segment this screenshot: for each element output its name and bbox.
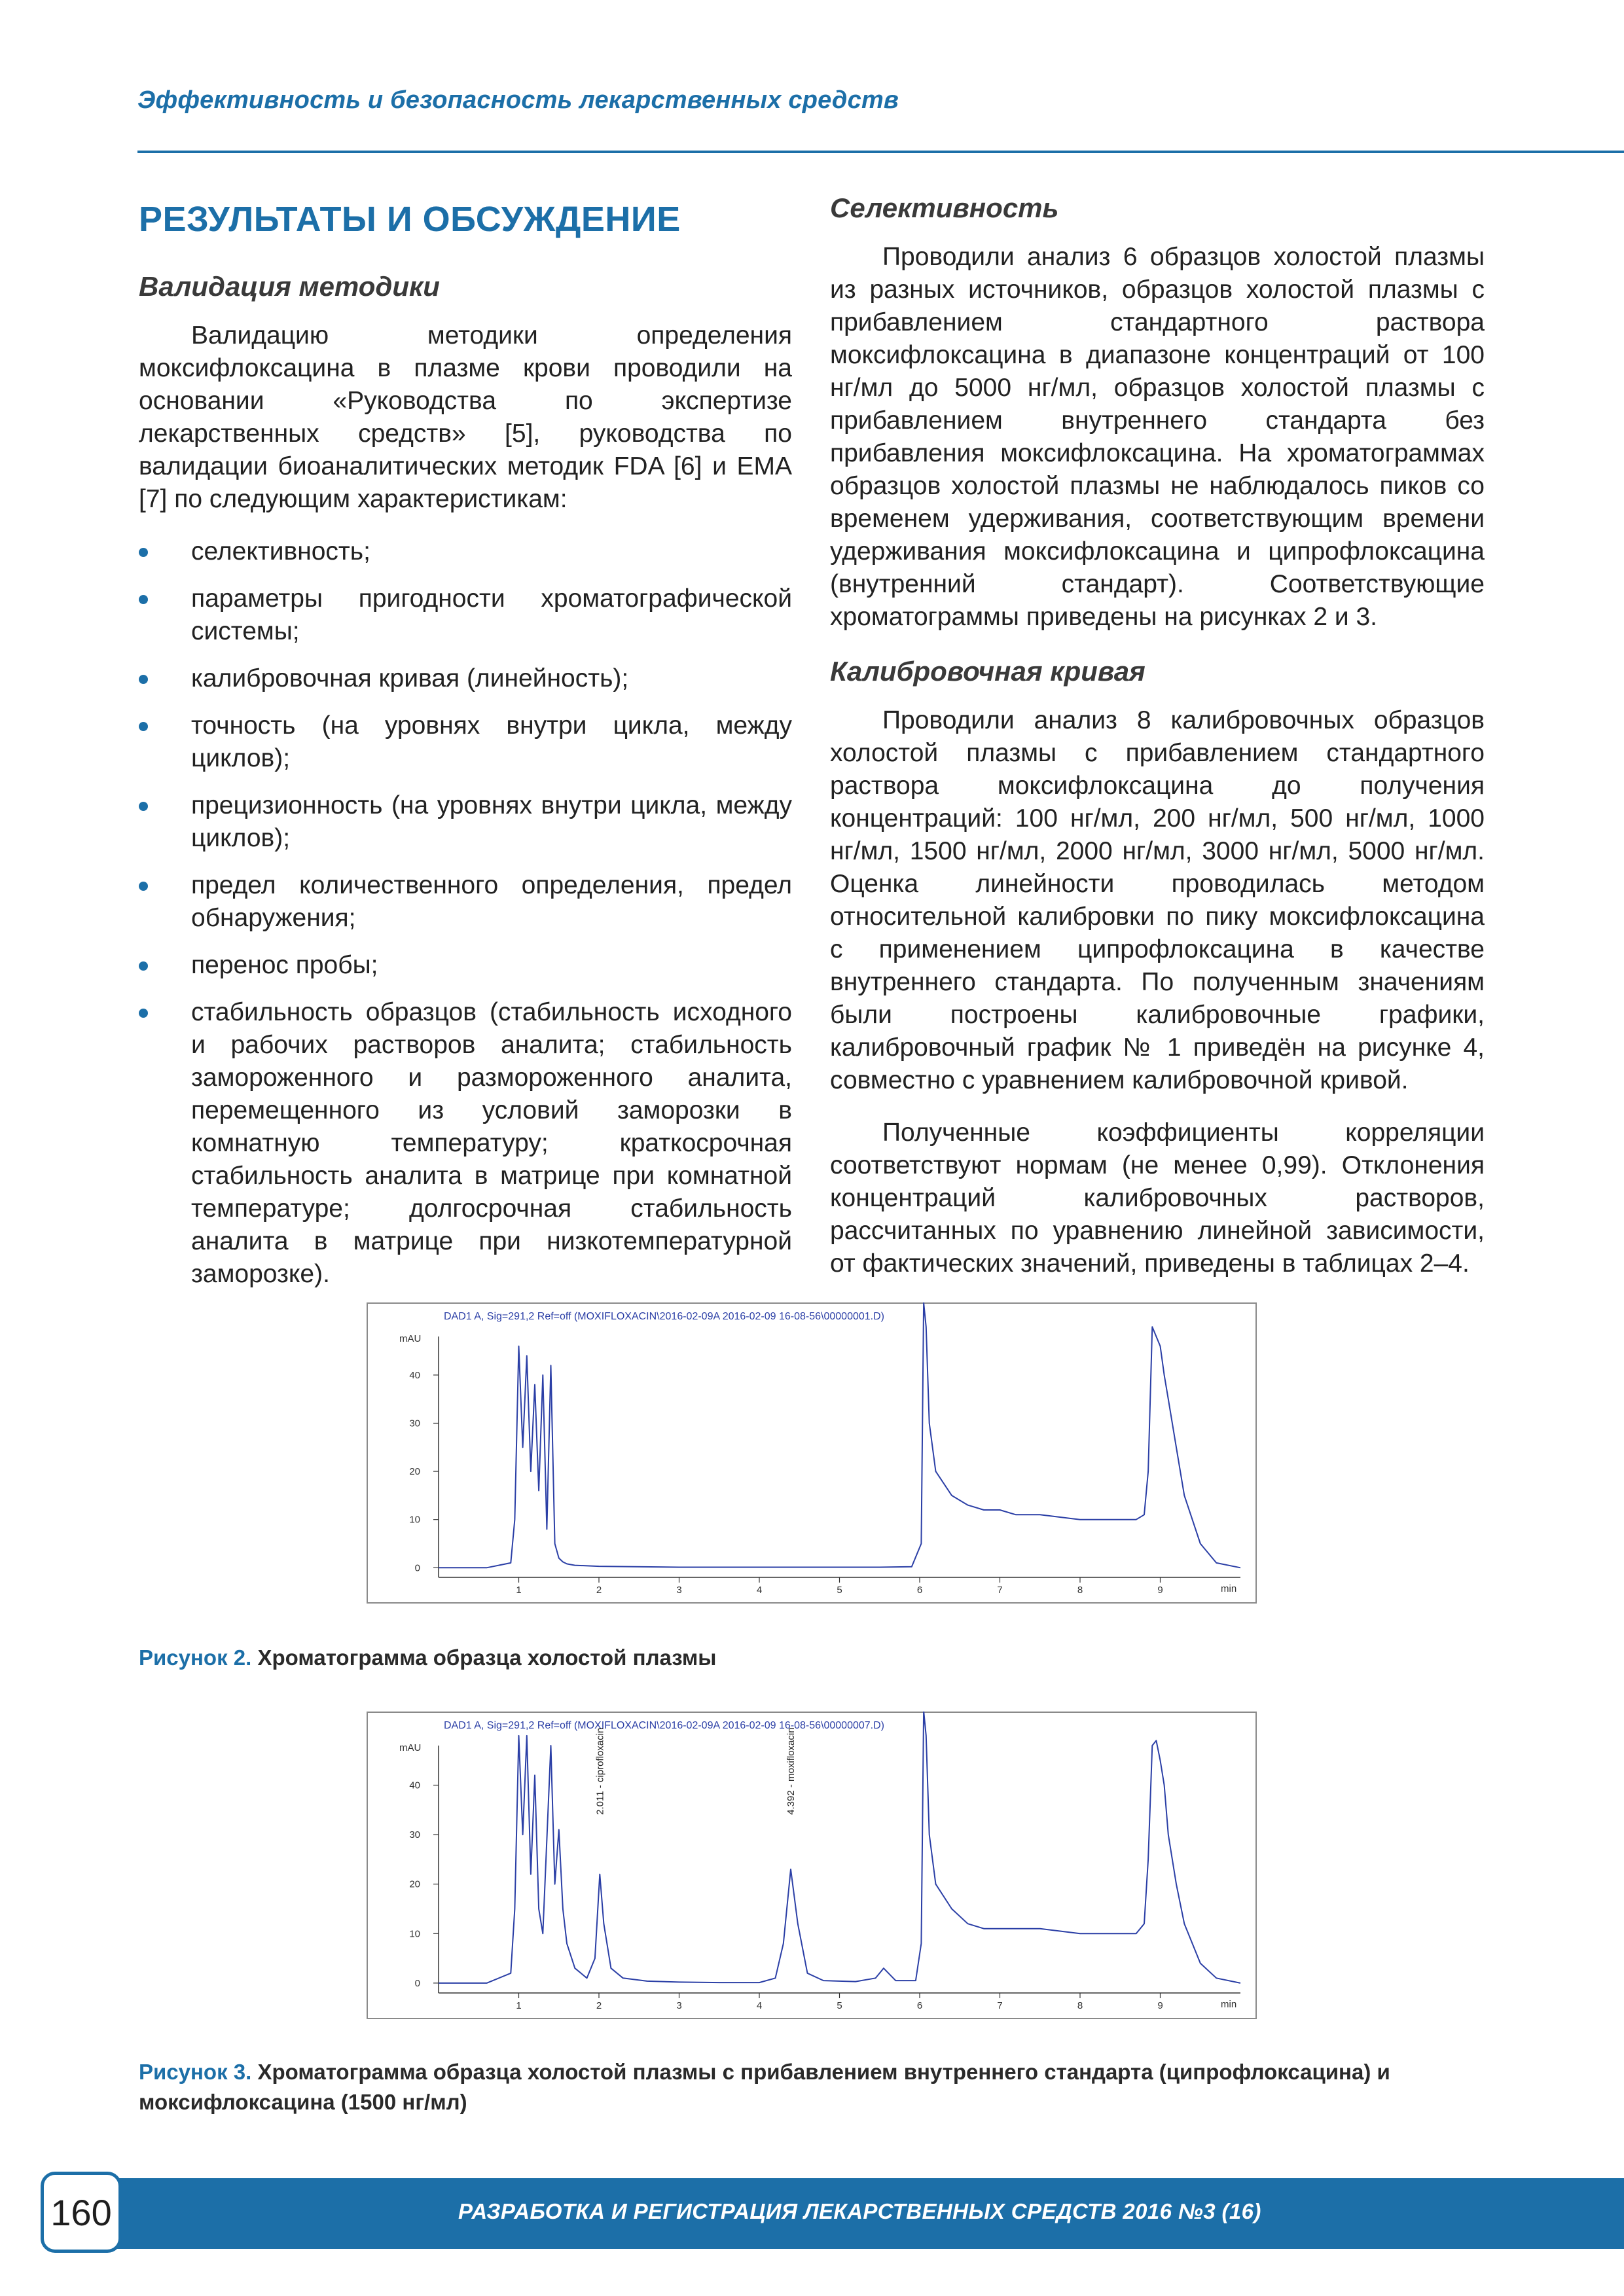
selectivity-paragraph: Проводили анализ 6 образцов холостой плазмы из разных источников, образцов холостой плазмы с прибавлением стандартного раствора моксифлоксацина в диапазоне концентраций от 100 нг/мл до 5000 нг/мл, образцов холостой плазмы с прибавлением внутреннего стандарта без прибавления моксифлоксацина. На хроматограммах образцов холостой плазмы не наблюдалось пиков со временем удерживания, соответствующим времени удерживания моксифлоксацина и ципрофлоксацина (внутренний стандарт). Соответствующие хроматограммы приведены на рисунках 2 и 3. xyxy=(830,243,1485,631)
y-tick-label: 20 xyxy=(409,1878,420,1890)
figure-3-chromatogram xyxy=(367,1712,1257,2019)
subheading-selectivity: Селективность xyxy=(830,192,1059,223)
x-tick-label: 9 xyxy=(1157,1585,1163,1596)
criteria-list xyxy=(139,535,792,1291)
calibration-paragraph-1: Проводили анализ 8 калибровочных образцов холостой плазмы с прибавлением стандартного раствора моксифлоксацина до получения концентраций: 100 нг/мл, 200 нг/мл, 500 нг/мл, 1000 нг/мл, 1500 нг/мл, 2000 нг/мл, 3000 нг/мл, 5000 нг/мл. Оценка линейности проводилась методом относительной калибровки по пику моксифлоксацина с применением ципрофлоксацина в качестве внутреннего стандарта. По полученным значениям были построены калибровочные графики, калибровочный график № 1 приведён на рисунке 4, совместно с уравнением калибровочной кривой. xyxy=(830,706,1485,1094)
list-item-text: точность (на уровнях внутри цикла, между циклов); xyxy=(191,711,792,772)
x-tick-label: 3 xyxy=(676,1585,682,1596)
running-head: Эффективность и безопасность лекарственных средств xyxy=(137,86,899,114)
header-rule xyxy=(137,151,1624,153)
list-item-text: параметры пригодности хроматографической системы; xyxy=(191,584,792,645)
x-tick-label: 8 xyxy=(1077,2000,1083,2011)
x-tick-label: 5 xyxy=(837,2000,842,2011)
y-axis-label: mAU xyxy=(399,1333,422,1344)
chart-frame xyxy=(367,1303,1256,1603)
list-item-text: перенос пробы; xyxy=(191,951,378,979)
list-item xyxy=(139,662,792,695)
intro-paragraph: Валидацию методики определения моксифлоксацина в плазме крови проводили на основании «Руководства по экспертизе лекарственных средств» [5], руководства по валидации биоаналитических методик FDA [6] и EMA [7] по следующим характеристикам: xyxy=(139,321,792,513)
list-item xyxy=(139,535,792,568)
bullet-icon xyxy=(139,802,148,811)
list-item xyxy=(139,949,792,982)
list-item xyxy=(139,789,792,855)
list-item xyxy=(139,869,792,935)
x-tick-label: 1 xyxy=(516,1585,522,1596)
figure-2-chromatogram xyxy=(367,1302,1257,1604)
x-tick-label: 6 xyxy=(916,1585,923,1596)
bullet-icon xyxy=(139,961,148,971)
section-title: РЕЗУЛЬТАТЫ И ОБСУЖДЕНИЕ xyxy=(139,200,681,239)
figure-3-label: Рисунок 3. xyxy=(139,2060,252,2084)
y-tick-label: 0 xyxy=(414,1562,420,1574)
page-number: 160 xyxy=(41,2172,122,2253)
x-tick-label: 5 xyxy=(837,1585,842,1596)
list-item-text: селективность; xyxy=(191,537,370,565)
y-tick-label: 20 xyxy=(409,1466,420,1478)
y-tick-label: 40 xyxy=(409,1369,420,1381)
chromatogram-chart-spiked xyxy=(367,1712,1257,2019)
x-tick-label: 7 xyxy=(997,2000,1003,2011)
chart-frame xyxy=(367,1712,1256,2018)
x-tick-label: 4 xyxy=(756,1585,763,1596)
bullet-icon xyxy=(139,1009,148,1018)
y-tick-label: 40 xyxy=(409,1780,420,1791)
y-tick-label: 30 xyxy=(409,1418,420,1429)
y-axis-label: mAU xyxy=(399,1742,422,1753)
y-tick-label: 10 xyxy=(409,1928,420,1940)
list-item xyxy=(139,583,792,648)
bullet-icon xyxy=(139,675,148,684)
list-item xyxy=(139,996,792,1291)
x-tick-label: 6 xyxy=(916,2000,923,2011)
y-tick-label: 10 xyxy=(409,1514,420,1526)
x-tick-label: 2 xyxy=(596,2000,602,2011)
x-tick-label: 1 xyxy=(516,2000,522,2011)
y-tick-label: 30 xyxy=(409,1829,420,1841)
figure-3-caption xyxy=(139,2057,1487,2117)
figure-2-label: Рисунок 2. xyxy=(139,1645,252,1670)
bullet-icon xyxy=(139,882,148,891)
chromatogram-chart-blank xyxy=(367,1302,1257,1604)
chart-title: DAD1 A, Sig=291,2 Ref=off (MOXIFLOXACIN\2016-02-09A 2016-02-09 16-08-56\00000007.D) xyxy=(444,1720,884,1731)
x-tick-label: 3 xyxy=(676,2000,682,2011)
x-tick-label: 9 xyxy=(1157,2000,1163,2011)
right-column xyxy=(830,190,1485,1300)
y-tick-label: 0 xyxy=(414,1977,420,1989)
x-axis-label: min xyxy=(1221,1583,1237,1594)
list-item-text: стабильность образцов (стабильность исходного и рабочих растворов аналита; стабильность замороженного и размороженного аналита, перемещенного из условий заморозки в комнатную температуру; краткосрочная стабильность аналита в матрице при комнатной температуре; долгосрочная стабильность аналита в матрице при низкотемпературной заморозке). xyxy=(191,998,792,1288)
subheading-validation: Валидация методики xyxy=(139,271,440,302)
journal-title: РАЗРАБОТКА И РЕГИСТРАЦИЯ ЛЕКАРСТВЕННЫХ СРЕДСТВ 2016 №3 (16) xyxy=(458,2199,1261,2223)
calibration-paragraph-2: Полученные коэффициенты корреляции соответствуют нормам (не менее 0,99). Отклонения концентраций калибровочных растворов, рассчитанных по уравнению линейной зависимости, от фактических значений, приведены в таблицах 2–4. xyxy=(830,1119,1485,1278)
figure-2-caption-text: Хроматограмма образца холостой плазмы xyxy=(251,1645,717,1670)
left-column xyxy=(139,190,792,1305)
chart-title: DAD1 A, Sig=291,2 Ref=off (MOXIFLOXACIN\2016-02-09A 2016-02-09 16-08-56\00000001.D) xyxy=(444,1311,884,1322)
peak-label: 4.392 - moxifloxacin xyxy=(785,1727,797,1815)
list-item-text: предел количественного определения, предел обнаружения; xyxy=(191,871,792,932)
peak-label: 2.011 - ciprofloxacin xyxy=(594,1727,606,1815)
list-item-text: прецизионность (на уровнях внутри цикла, между циклов); xyxy=(191,791,792,852)
x-axis-label: min xyxy=(1221,1999,1237,2010)
x-tick-label: 2 xyxy=(596,1585,602,1596)
list-item-text: калибровочная кривая (линейность); xyxy=(191,664,629,692)
list-item xyxy=(139,709,792,775)
figure-2-caption xyxy=(139,1643,1487,1673)
bullet-icon xyxy=(139,595,148,604)
bullet-icon xyxy=(139,722,148,731)
subheading-calibration: Калибровочная кривая xyxy=(830,656,1146,687)
x-tick-label: 7 xyxy=(997,1585,1003,1596)
x-tick-label: 4 xyxy=(756,2000,763,2011)
figure-3-caption-text: Хроматограмма образца холостой плазмы с прибавлением внутреннего стандарта (ципрофлоксацина) и моксифлоксацина (1500 нг/мл) xyxy=(139,2060,1390,2114)
bullet-icon xyxy=(139,548,148,557)
x-tick-label: 8 xyxy=(1077,1585,1083,1596)
